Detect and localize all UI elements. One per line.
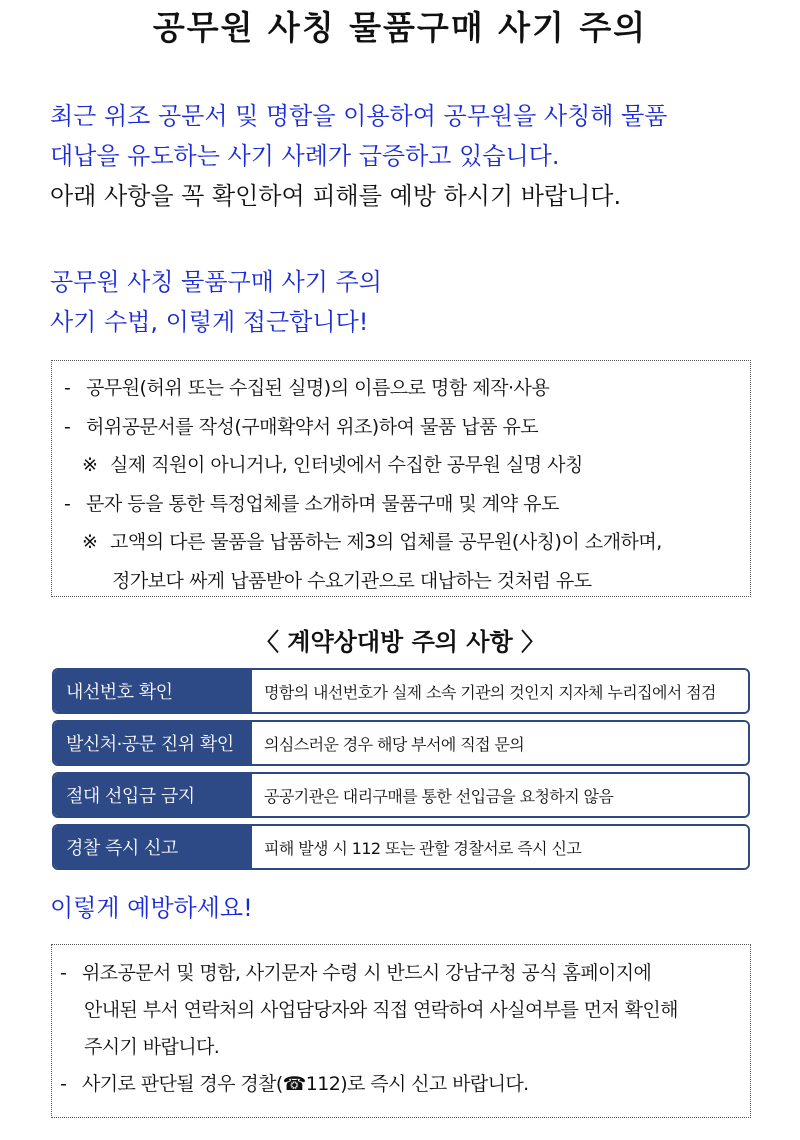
method-item: - 허위공문서를 작성(구매확약서 위조)하여 물품 납품 유도 — [64, 408, 750, 447]
caution-label: 내선번호 확인 — [54, 670, 252, 712]
intro-paragraph — [50, 96, 770, 216]
method-heading — [50, 262, 382, 342]
method-note-continued: 정가보다 싸게 납품받아 수요기관으로 대납하는 것처럼 유도 — [112, 569, 592, 592]
caution-description: 피해 발생 시 112 또는 관할 경찰서로 즉시 신고 — [252, 826, 748, 868]
dash-bullet: - — [64, 415, 71, 438]
prevention-heading: 이렇게 예방하세요! — [50, 894, 253, 922]
caution-row — [52, 720, 750, 766]
caution-row — [52, 824, 750, 870]
caution-label: 발신처·공문 진위 확인 — [54, 722, 252, 764]
page-title: 공무원 사칭 물품구매 사기 주의 — [152, 8, 648, 47]
reference-mark: ※ — [82, 454, 98, 476]
prevention-item: - 사기로 판단될 경우 경찰(☎112)로 즉시 신고 바랍니다. — [60, 1066, 750, 1103]
method-heading-line-2: 사기 수법, 이렇게 접근합니다! — [50, 308, 369, 336]
reference-mark: ※ — [82, 531, 98, 553]
method-note: ※ 고액의 다른 물품을 납품하는 제3의 업체를 공무원(사칭)이 소개하며, — [64, 523, 750, 562]
caution-title: 〈 계약상대방 주의 사항 〉 — [254, 628, 546, 656]
caution-description: 명함의 내선번호가 실제 소속 기관의 것인지 지자체 누리집에서 점검 — [252, 670, 748, 712]
caution-table — [52, 668, 750, 876]
prevention-item-continued: 안내된 부서 연락처의 사업담당자와 직접 연락하여 사실여부를 먼저 확인해 — [84, 999, 678, 1021]
method-heading-line-1: 공무원 사칭 물품구매 사기 주의 — [50, 268, 382, 296]
dash-bullet: - — [64, 492, 71, 515]
intro-line-1: 최근 위조 공문서 및 명함을 이용하여 공무원을 사칭해 물품 — [50, 102, 668, 130]
intro-line-3: 아래 사항을 꼭 확인하여 피해를 예방 하시기 바랍니다. — [50, 182, 622, 210]
prevention-item-continued: 주시기 바랍니다. — [84, 1036, 220, 1058]
prevention-box — [51, 944, 751, 1118]
method-box — [51, 360, 751, 597]
caution-row — [52, 668, 750, 714]
method-item: - 문자 등을 통한 특정업체를 소개하며 물품구매 및 계약 유도 — [64, 485, 750, 524]
dash-bullet: - — [60, 1073, 67, 1095]
phone-icon: ☎ — [282, 1073, 306, 1095]
caution-description: 의심스러운 경우 해당 부서에 직접 문의 — [252, 722, 748, 764]
caution-description: 공공기관은 대리구매를 통한 선입금을 요청하지 않음 — [252, 774, 748, 816]
prevention-item: - 위조공문서 및 명함, 사기문자 수령 시 반드시 강남구청 공식 홈페이지에 — [60, 955, 750, 992]
method-note: ※ 실제 직원이 아니거나, 인터넷에서 수집한 공무원 실명 사칭 — [64, 446, 750, 485]
caution-row — [52, 772, 750, 818]
caution-label: 절대 선입금 금지 — [54, 774, 252, 816]
method-item: - 공무원(허위 또는 수집된 실명)의 이름으로 명함 제작·사용 — [64, 369, 750, 408]
caution-label: 경찰 즉시 신고 — [54, 826, 252, 868]
dash-bullet: - — [64, 377, 71, 399]
intro-line-2: 대납을 유도하는 사기 사례가 급증하고 있습니다. — [50, 142, 560, 170]
dash-bullet: - — [60, 962, 67, 984]
